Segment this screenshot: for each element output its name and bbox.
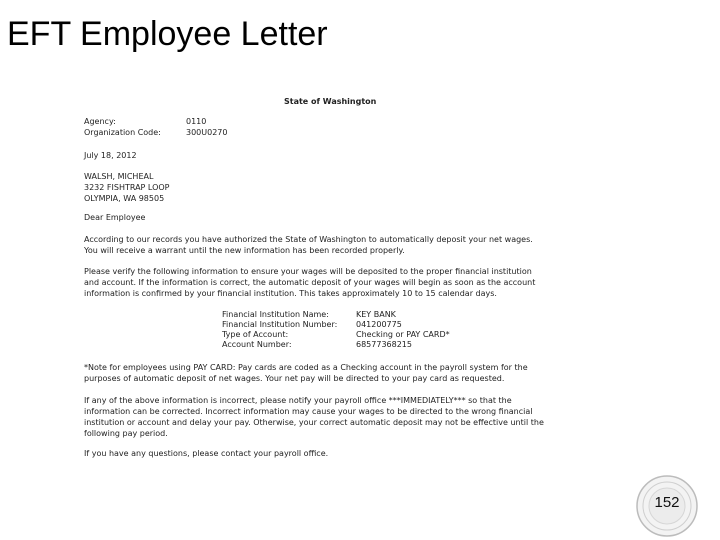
agency-row (84, 116, 206, 127)
fin-number-value: 041200775 (356, 320, 402, 329)
account-type-label: Type of Account: (222, 330, 289, 339)
note-line-1: *Note for employees using PAY CARD: Pay cards are coded as a Checking account in the payroll system for the (84, 363, 528, 372)
fin-name-value: KEY BANK (356, 310, 396, 319)
letter-date: July 18, 2012 (84, 151, 137, 160)
paragraph-1-line-1: According to our records you have authorized the State of Washington to automatically deposit your net wages. (84, 235, 533, 244)
paragraph-2-line-2: and account. If the information is correct, the automatic deposit of your wages will begin as soon as the account (84, 278, 536, 287)
account-number-row (222, 339, 412, 350)
page-number: 152 (654, 494, 680, 511)
paragraph-2-line-1: Please verify the following information to ensure your wages will be deposited to the proper financial institution (84, 267, 532, 276)
page-number-seal (631, 474, 703, 538)
org-code-row (84, 127, 227, 138)
fin-number-label: Financial Institution Number: (222, 320, 338, 329)
address-city: OLYMPIA, WA 98505 (84, 194, 165, 203)
closing-line: If you have any questions, please contact your payroll office. (84, 449, 329, 458)
account-number-label: Account Number: (222, 340, 292, 349)
slide-title: EFT Employee Letter (7, 15, 328, 53)
letter-heading: State of Washington (284, 97, 377, 106)
paragraph-4-line-3: institution or account and delay your pay. Otherwise, your correct automatic deposit may not be effective until the (84, 418, 544, 427)
address-street: 3232 FISHTRAP LOOP (84, 183, 170, 192)
paragraph-4-line-2: information can be corrected. Incorrect information may cause your wages to be directed to the wrong financial (84, 407, 533, 416)
note-line-2: purposes of automatic deposit of net wages. Your net pay will be directed to your pay card as requested. (84, 374, 505, 383)
fin-name-label: Financial Institution Name: (222, 310, 329, 319)
address-name: WALSH, MICHEAL (84, 172, 154, 181)
account-number-value: 68577368215 (356, 340, 412, 349)
paragraph-4-line-4: following pay period. (84, 429, 168, 438)
paragraph-2-line-3: information is confirmed by your financial institution. This takes approximately 10 to 15 calendar days. (84, 289, 497, 298)
org-code-value: 300U0270 (186, 128, 228, 137)
agency-value: 0110 (186, 117, 207, 126)
paragraph-4-line-1: If any of the above information is incorrect, please notify your payroll office ***IMMEDIATELY*** so that the (84, 396, 512, 405)
salutation: Dear Employee (84, 213, 146, 222)
org-code-label: Organization Code: (84, 128, 161, 137)
agency-label: Agency: (84, 117, 116, 126)
account-type-value: Checking or PAY CARD* (356, 330, 450, 339)
paragraph-1-line-2: You will receive a warrant until the new information has been recorded properly. (84, 246, 405, 255)
